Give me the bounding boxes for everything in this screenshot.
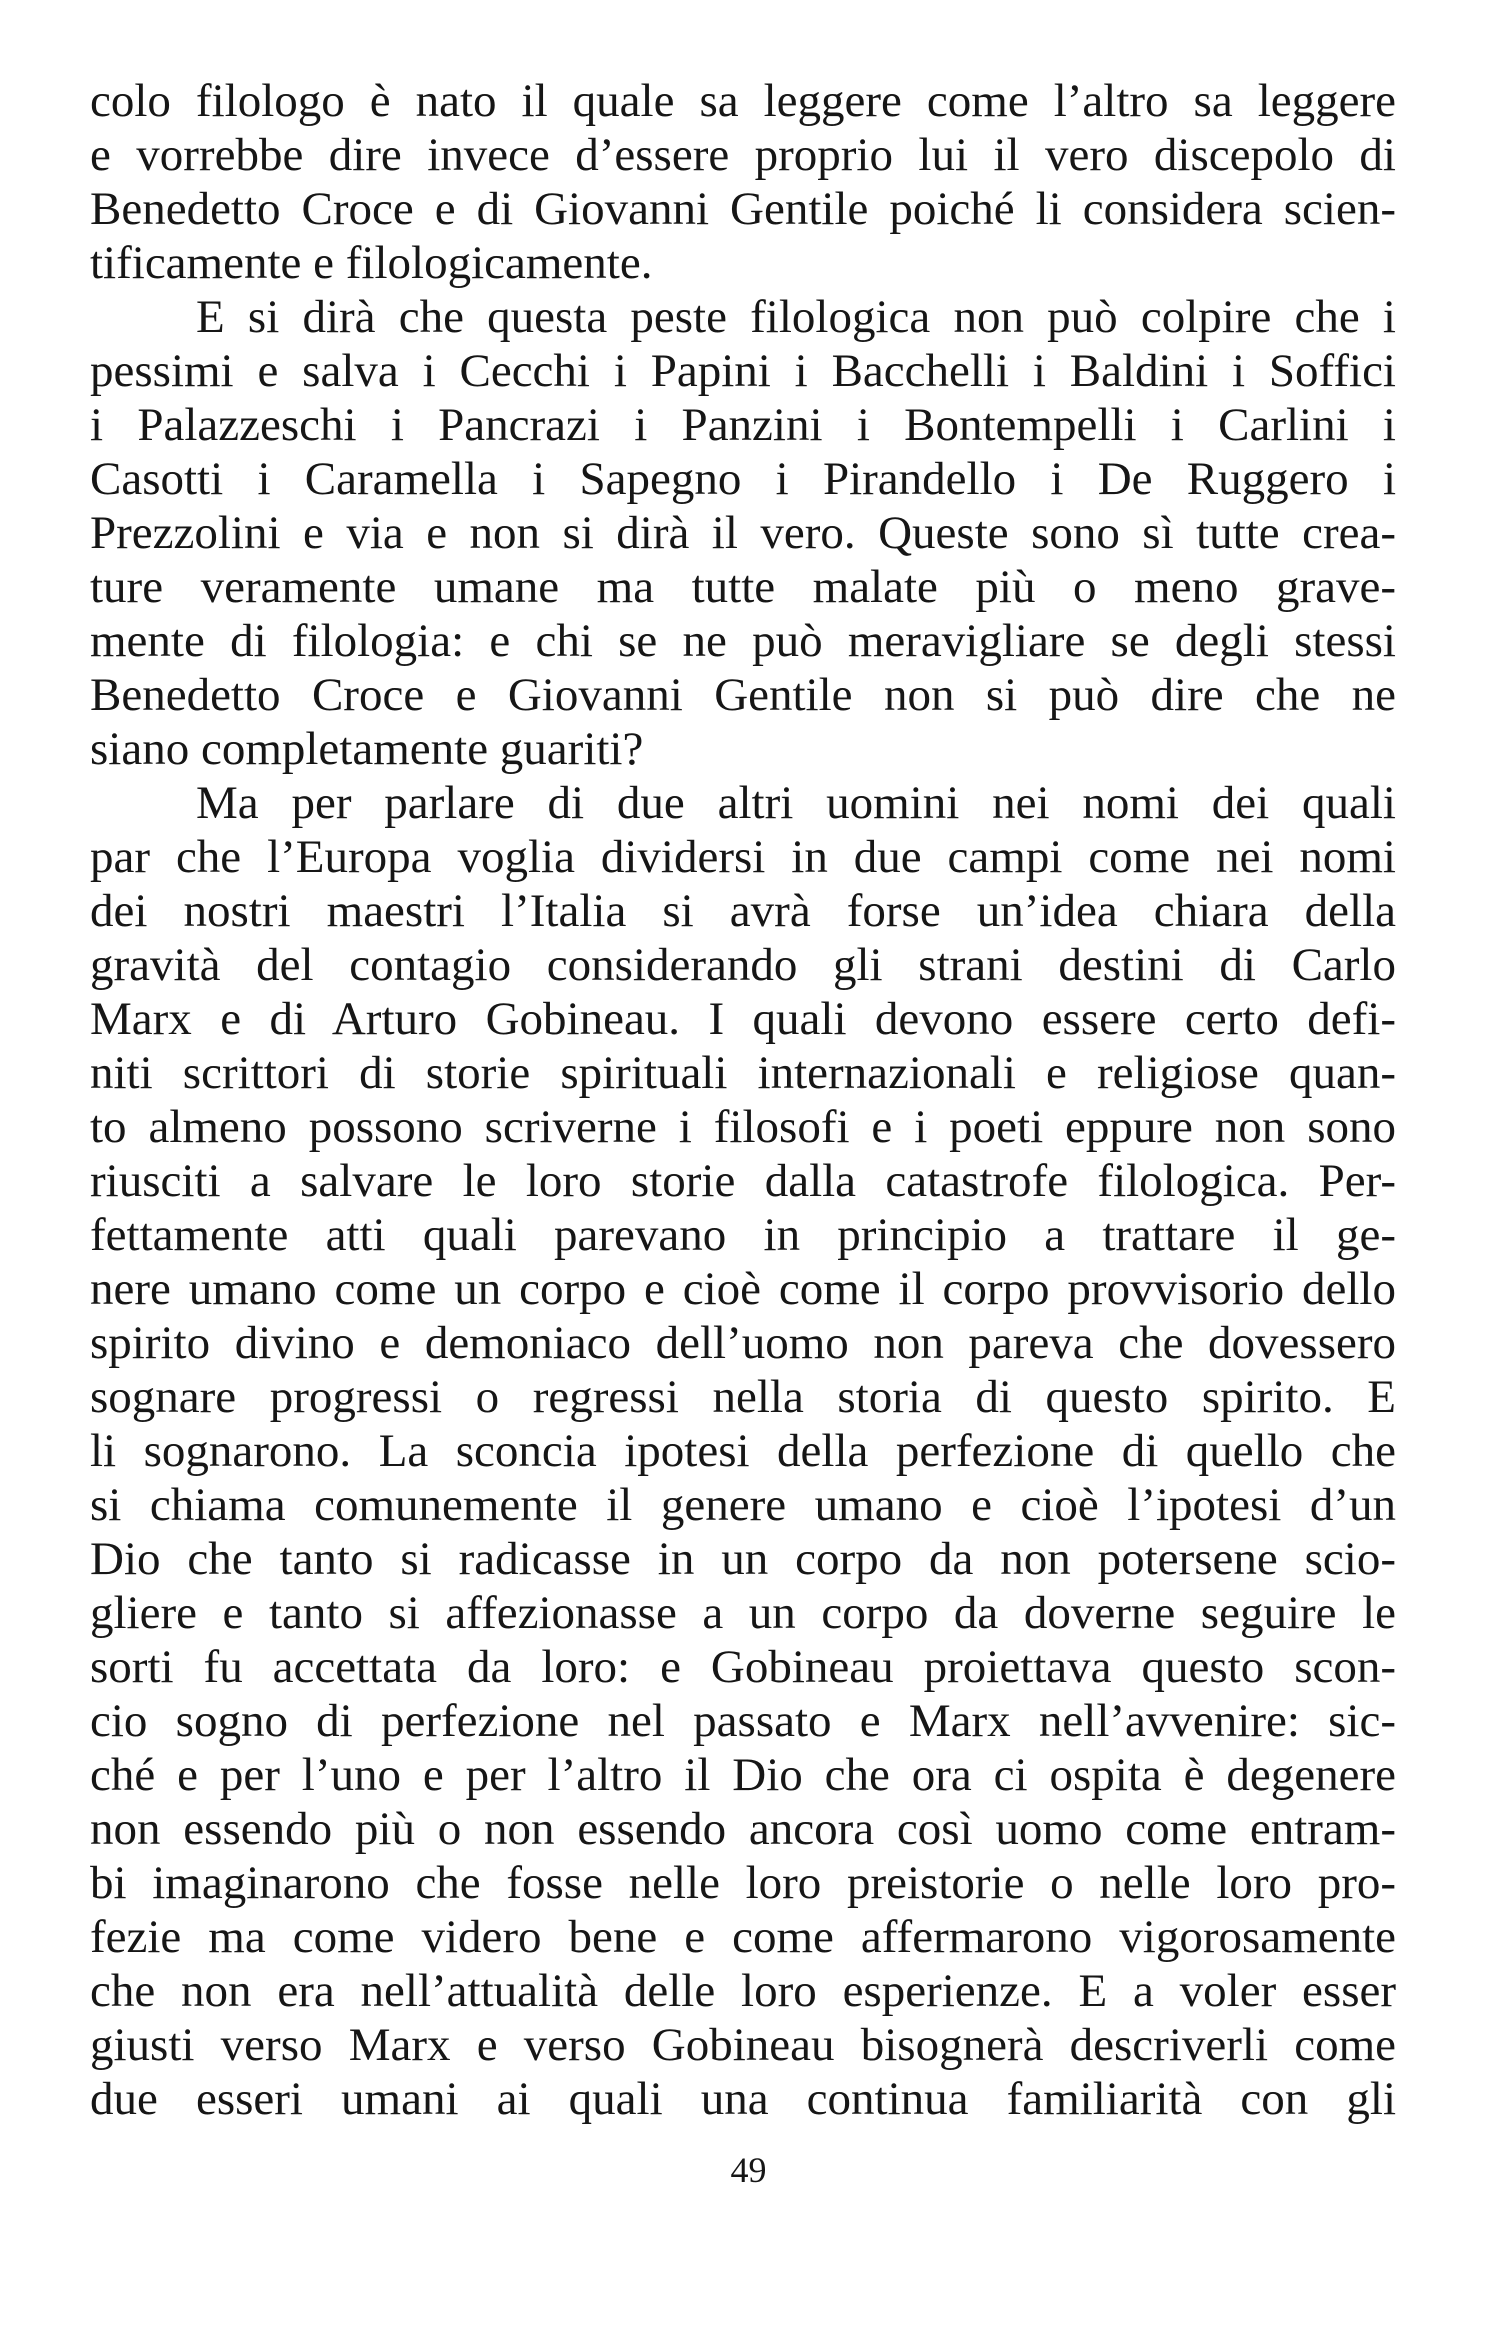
text-line: riusciti a salvare le loro storie dalla catastrofe filologica. Per-: [90, 1155, 1396, 1207]
text-line: dei nostri maestri l’Italia si avrà forse un’idea chiara della: [90, 885, 1396, 937]
text-line: Dio che tanto si radicasse in un corpo da non potersene scio-: [90, 1533, 1396, 1585]
text-line: Casotti i Caramella i Sapegno i Pirandello i De Ruggero i: [90, 453, 1396, 505]
text-line: niti scrittori di storie spirituali internazionali e religiose quan-: [90, 1047, 1396, 1099]
text-line: sognare progressi o regressi nella storia di questo spirito. E: [90, 1371, 1396, 1423]
paragraph-first-line: E si dirà che questa peste filologica non può colpire che i: [196, 291, 1396, 343]
text-line: Benedetto Croce e Giovanni Gentile non si può dire che ne: [90, 669, 1396, 721]
text-line: ture veramente umane ma tutte malate più o meno grave-: [90, 561, 1396, 613]
text-line: ché e per l’uno e per l’altro il Dio che ora ci ospita è degenere: [90, 1749, 1396, 1801]
text-line: e vorrebbe dire invece d’essere proprio lui il vero discepolo di: [90, 129, 1396, 181]
text-line: par che l’Europa voglia dividersi in due campi come nei nomi: [90, 831, 1396, 883]
paragraph-first-line: Ma per parlare di due altri uomini nei nomi dei quali: [196, 777, 1396, 829]
text-line: sorti fu accettata da loro: e Gobineau proiettava questo scon-: [90, 1641, 1396, 1693]
text-line: fettamente atti quali parevano in principio a trattare il ge-: [90, 1209, 1396, 1261]
text-line: giusti verso Marx e verso Gobineau bisognerà descriverli come: [90, 2019, 1396, 2071]
text-line: to almeno possono scriverne i filosofi e i poeti eppure non sono: [90, 1101, 1396, 1153]
text-line: mente di filologia: e chi se ne può meravigliare se degli stessi: [90, 615, 1396, 667]
text-line: tificamente e filologicamente.: [90, 237, 653, 289]
text-line: gliere e tanto si affezionasse a un corpo da doverne seguire le: [90, 1587, 1396, 1639]
text-line: Marx e di Arturo Gobineau. I quali devono essere certo defi-: [90, 993, 1396, 1045]
text-line: due esseri umani ai quali una continua familiarità con gli: [90, 2073, 1396, 2125]
text-line: gravità del contagio considerando gli strani destini di Carlo: [90, 939, 1396, 991]
text-line: nere umano come un corpo e cioè come il corpo provvisorio dello: [90, 1263, 1396, 1315]
text-line: Prezzolini e via e non si dirà il vero. Queste sono sì tutte crea-: [90, 507, 1396, 559]
text-line: non essendo più o non essendo ancora così uomo come entram-: [90, 1803, 1396, 1855]
text-line: bi imaginarono che fosse nelle loro preistorie o nelle loro pro-: [90, 1857, 1396, 1909]
text-line: siano completamente guariti?: [90, 723, 644, 775]
text-line: colo filologo è nato il quale sa leggere come l’altro sa leggere: [90, 75, 1396, 127]
text-line: che non era nell’attualità delle loro esperienze. E a voler esser: [90, 1965, 1396, 2017]
text-line: fezie ma come videro bene e come affermarono vigorosamente: [90, 1911, 1396, 1963]
page-number: 49: [730, 2150, 767, 2190]
text-line: cio sogno di perfezione nel passato e Marx nell’avvenire: sic-: [90, 1695, 1396, 1747]
text-line: spirito divino e demoniaco dell’uomo non pareva che dovessero: [90, 1317, 1396, 1369]
text-line: pessimi e salva i Cecchi i Papini i Bacchelli i Baldini i Soffici: [90, 345, 1396, 397]
text-line: i Palazzeschi i Pancrazi i Panzini i Bontempelli i Carlini i: [90, 399, 1396, 451]
text-line: li sognarono. La sconcia ipotesi della perfezione di quello che: [90, 1425, 1396, 1477]
text-line: Benedetto Croce e di Giovanni Gentile poiché li considera scien-: [90, 183, 1396, 235]
text-line: si chiama comunemente il genere umano e cioè l’ipotesi d’un: [90, 1479, 1396, 1531]
